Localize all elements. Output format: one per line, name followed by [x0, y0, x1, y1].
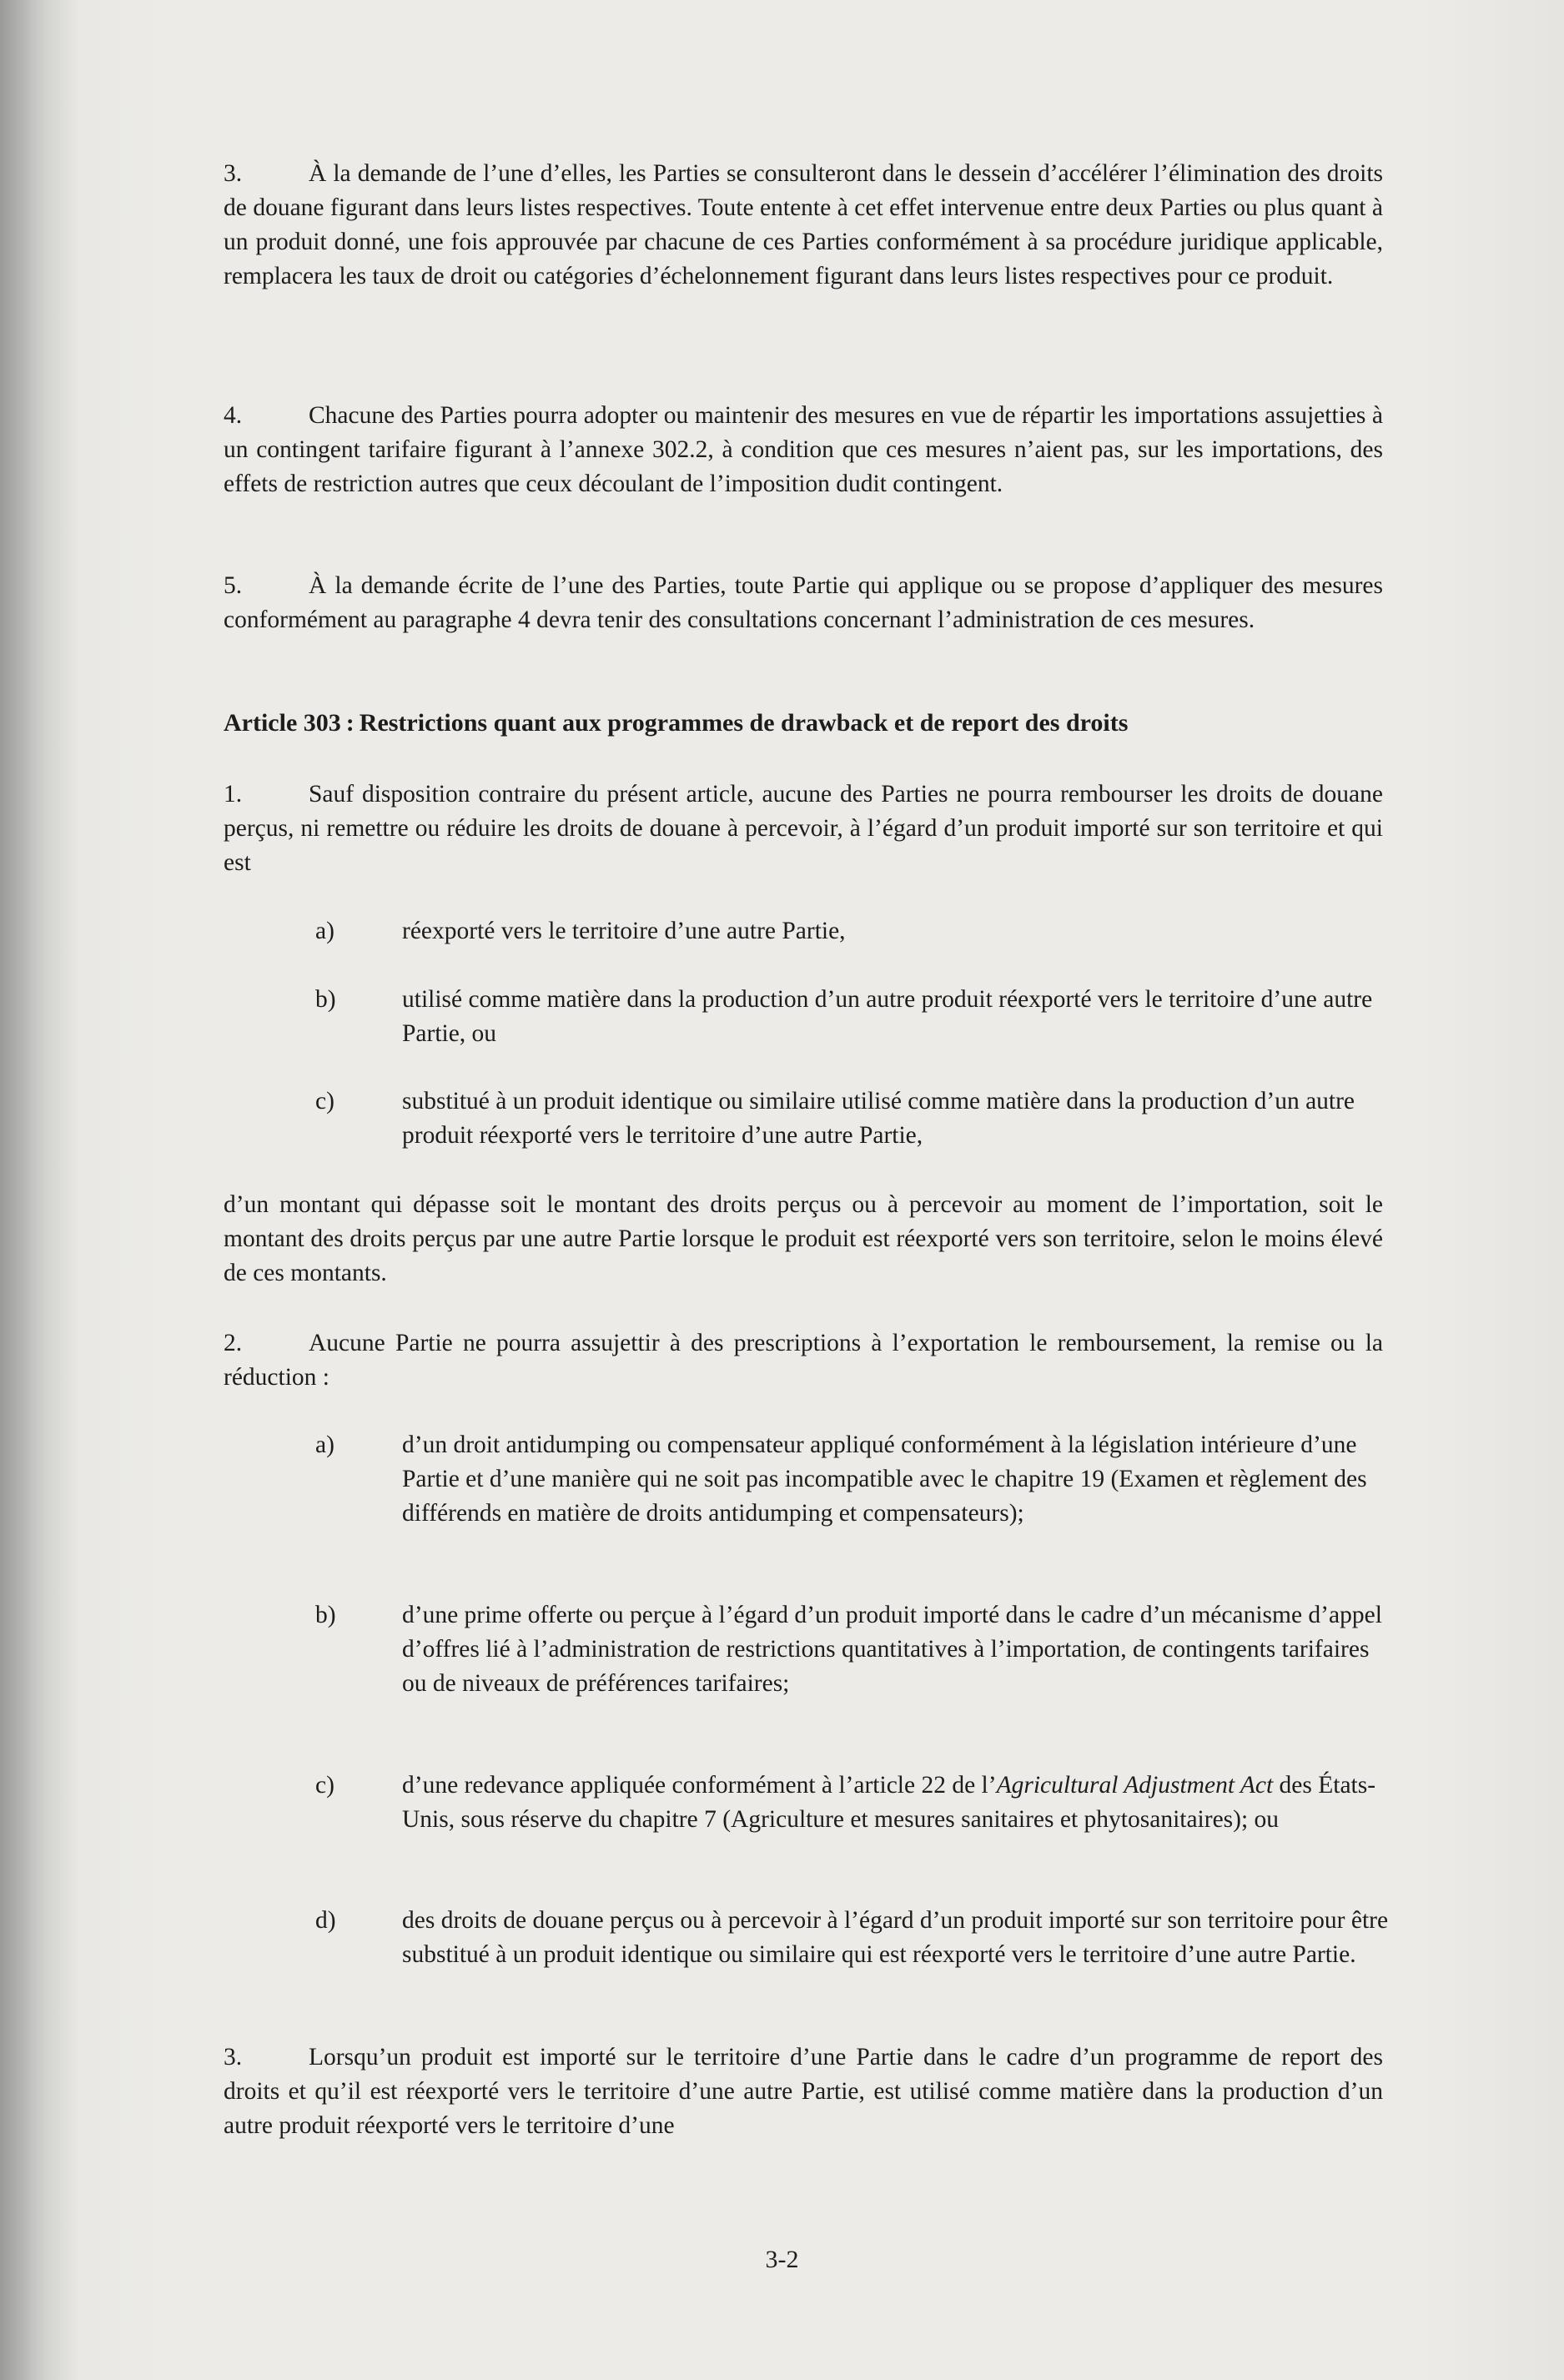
article-303-paragraph-2 [224, 1326, 1383, 1395]
list-item [315, 1428, 1391, 1531]
paragraph-number: 1. [224, 781, 243, 808]
item-letter: a) [315, 918, 334, 944]
paragraph-number: 2. [224, 1330, 243, 1356]
page-number: 3-2 [765, 2246, 799, 2273]
paragraph-3 [224, 157, 1383, 294]
paragraph-number: 3. [224, 160, 243, 187]
paragraph-text: Aucune Partie ne pourra assujettir à des prescriptions à l’exportation le remboursement, la remise ou la réduction : [224, 1330, 1383, 1391]
item-text: d’une prime offerte ou perçue à l’égard d’un produit importé dans le cadre d’un mécanisme d’appel d’offres lié à l’administration de restrictions quantitatives à l’importation, de contingents tarifaires ou de niveaux de préférences tarifaires; [402, 1602, 1382, 1697]
paragraph-4 [224, 399, 1383, 501]
paragraph-5 [224, 569, 1383, 637]
article-separator: : [345, 709, 355, 737]
list-item [315, 1598, 1391, 1701]
paragraph-text: d’un montant qui dépasse soit le montant des droits perçus ou à percevoir au moment de l’importation, soit le montant des droits perçus par une autre Partie lorsque le produit est réexporté vers son territoire, selon le moins élevé de ces montants. [224, 1191, 1383, 1286]
item-letter: c) [315, 1088, 334, 1115]
list-item [315, 983, 1391, 1051]
paragraph-number: 4. [224, 402, 243, 429]
paragraph-number: 5. [224, 572, 243, 599]
item-text: substitué à un produit identique ou similaire utilisé comme matière dans la production d’un autre produit réexporté vers le territoire d’une autre Partie, [402, 1088, 1355, 1149]
article-303-paragraph-1 [224, 777, 1383, 880]
list-item [315, 914, 1391, 948]
item-letter: b) [315, 1602, 336, 1628]
article-303-paragraph-1-closing [224, 1188, 1383, 1291]
item-text: réexporté vers le territoire d’une autre Partie, [402, 918, 846, 944]
item-letter: d) [315, 1907, 336, 1934]
paragraph-text: Sauf disposition contraire du présent article, aucune des Parties ne pourra rembourser les droits de douane perçus, ni remettre ou réduire les droits de douane à percevoir, à l’égard d’un produit importé sur son territoire et qui est [224, 781, 1383, 876]
paragraph-number: 3. [224, 2044, 243, 2071]
paragraph-text: À la demande écrite de l’une des Parties, toute Partie qui applique ou se propose d’appliquer des mesures conformément au paragraphe 4 devra tenir des consultations concernant l’administration de ces mesures. [224, 572, 1383, 633]
item-letter: c) [315, 1772, 334, 1799]
list-item [315, 1904, 1391, 1972]
paragraph-text: Lorsqu’un produit est importé sur le territoire d’une Partie dans le cadre d’un programme de report des droits et qu’il est réexporté vers le territoire d’une autre Partie, est utilisé comme matière dans la production d’un autre produit réexporté vers le territoire d’une [224, 2044, 1383, 2139]
item-text-part: des États-Unis, sous réserve du chapitre 7 (Agriculture et mesures sanitaires et phytosanitaires); ou [402, 1772, 1376, 1833]
article-number: Article 303 [224, 709, 341, 737]
item-text-part: d’une redevance appliquée conformément à l’article 22 de l’ [402, 1772, 997, 1799]
act-title-italic: Agricultural Adjustment Act [996, 1772, 1274, 1799]
item-letter: b) [315, 986, 336, 1013]
item-letter: a) [315, 1432, 334, 1458]
list-item [315, 1084, 1391, 1153]
paragraph-text: Chacune des Parties pourra adopter ou maintenir des mesures en vue de répartir les importations assujetties à un contingent tarifaire figurant à l’annexe 302.2, à condition que ces mesures n’aient pas, sur les importations, des effets de restriction autres que ceux découlant de l’imposition dudit contingent. [224, 402, 1383, 497]
item-text: des droits de douane perçus ou à percevoir à l’égard d’un produit importé sur son territoire pour être substitué à un produit identique ou similaire qui est réexporté vers le territoire d’une autre Partie. [402, 1907, 1389, 1968]
item-text: utilisé comme matière dans la production d’un autre produit réexporté vers le territoire d’une autre Partie, ou [402, 986, 1373, 1047]
article-title: Restrictions quant aux programmes de drawback et de report des droits [359, 709, 1129, 737]
article-303-paragraph-3 [224, 2040, 1383, 2143]
item-text [402, 1769, 1391, 1837]
paragraph-text: À la demande de l’une d’elles, les Parties se consulteront dans le dessein d’accélérer l’élimination des droits de douane figurant dans leurs listes respectives. Toute entente à cet effet intervenue entre deux Parties ou plus quant à un produit donné, une fois approuvée par chacune de ces Parties conformément à sa procédure juridique applicable, remplacera les taux de droit ou catégories d’échelonnement figurant dans leurs listes respectives pour ce produit. [224, 160, 1383, 289]
item-text: d’un droit antidumping ou compensateur appliqué conformément à la législation intérieure d’une Partie et d’une manière qui ne soit pas incompatible avec le chapitre 19 (Examen et règlement des différends en matière de droits antidumping et compensateurs); [402, 1432, 1367, 1527]
list-item [315, 1769, 1391, 1837]
article-heading [224, 706, 1128, 740]
